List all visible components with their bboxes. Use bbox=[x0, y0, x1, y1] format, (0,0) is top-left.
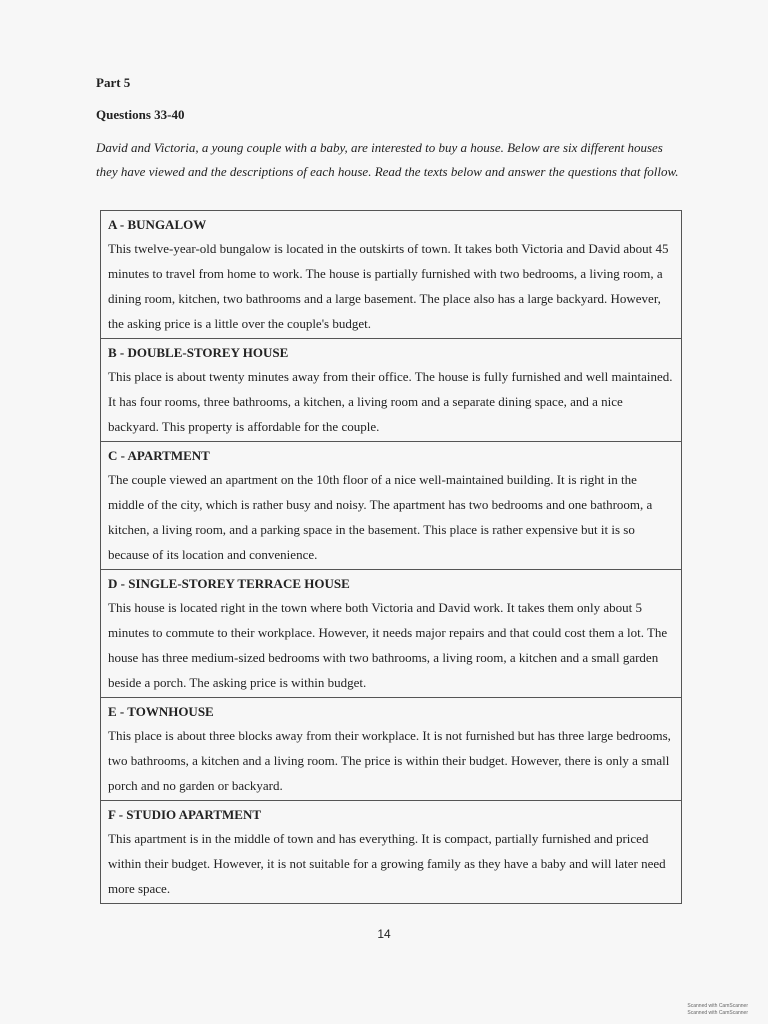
house-description: This apartment is in the middle of town and has everything. It is compact, partially furnished and priced within their budget. However, it is not suitable for a growing family as they have a baby and will later need more space. bbox=[108, 831, 666, 896]
house-box-b bbox=[101, 339, 681, 442]
page-number: 14 bbox=[377, 927, 391, 941]
questions-title: Questions 33-40 bbox=[96, 107, 185, 122]
house-description: This house is located right in the town where both Victoria and David work. It takes them only about 5 minutes to commute to their workplace. However, it needs major repairs and that could cost them a lot. The house has three medium-sized bedrooms with two bathrooms, a living room, a kitchen and a small garden beside a porch. The asking price is within budget. bbox=[108, 600, 668, 690]
scanner-watermark bbox=[687, 1003, 748, 1017]
house-description: The couple viewed an apartment on the 10th floor of a nice well-maintained building. It is right in the middle of the city, which is rather busy and noisy. The apartment has two bedrooms and one bathroom, a kitchen, a living room, and a parking space in the basement. This place is rather expensive but it is so because of its location and convenience. bbox=[108, 472, 653, 562]
scanner-watermark-line: Scanned with CamScanner bbox=[687, 1010, 748, 1016]
scanner-watermark-line: Scanned with CamScanner bbox=[687, 1003, 748, 1009]
house-description: This place is about three blocks away from their workplace. It is not furnished but has three large bedrooms, two bathrooms, a kitchen and a living room. The price is within their budget. However, there is only a small porch and no garden or backyard. bbox=[108, 728, 671, 793]
intro-text: David and Victoria, a young couple with a baby, are interested to buy a house. Below are six different houses they have viewed and the descriptions of each house. Read the texts below and answer the questions that follow. bbox=[96, 140, 679, 179]
house-heading: C - APARTMENT bbox=[108, 448, 210, 463]
houses-table bbox=[100, 210, 682, 904]
house-box-d bbox=[101, 570, 681, 698]
house-box-e bbox=[101, 698, 681, 801]
house-heading: E - TOWNHOUSE bbox=[108, 704, 214, 719]
house-box-f bbox=[101, 801, 681, 903]
house-heading: F - STUDIO APARTMENT bbox=[108, 807, 262, 822]
house-heading: B - DOUBLE-STOREY HOUSE bbox=[108, 345, 289, 360]
house-box-a bbox=[101, 211, 681, 339]
house-description: This twelve-year-old bungalow is located in the outskirts of town. It takes both Victoria and David about 45 minutes to travel from home to work. The house is partially furnished with two bedrooms, a living room, a dining room, kitchen, two bathrooms and a large basement. The place also has a large backyard. However, the asking price is a little over the couple's budget. bbox=[108, 241, 669, 331]
house-description: This place is about twenty minutes away from their office. The house is fully furnished and well maintained. It has four rooms, three bathrooms, a kitchen, a living room and a separate dining space, and a nice backyard. This property is affordable for the couple. bbox=[108, 369, 673, 434]
part-title: Part 5 bbox=[96, 75, 131, 90]
house-box-c bbox=[101, 442, 681, 570]
house-heading: A - BUNGALOW bbox=[108, 217, 207, 232]
house-heading: D - SINGLE-STOREY TERRACE HOUSE bbox=[108, 576, 350, 591]
